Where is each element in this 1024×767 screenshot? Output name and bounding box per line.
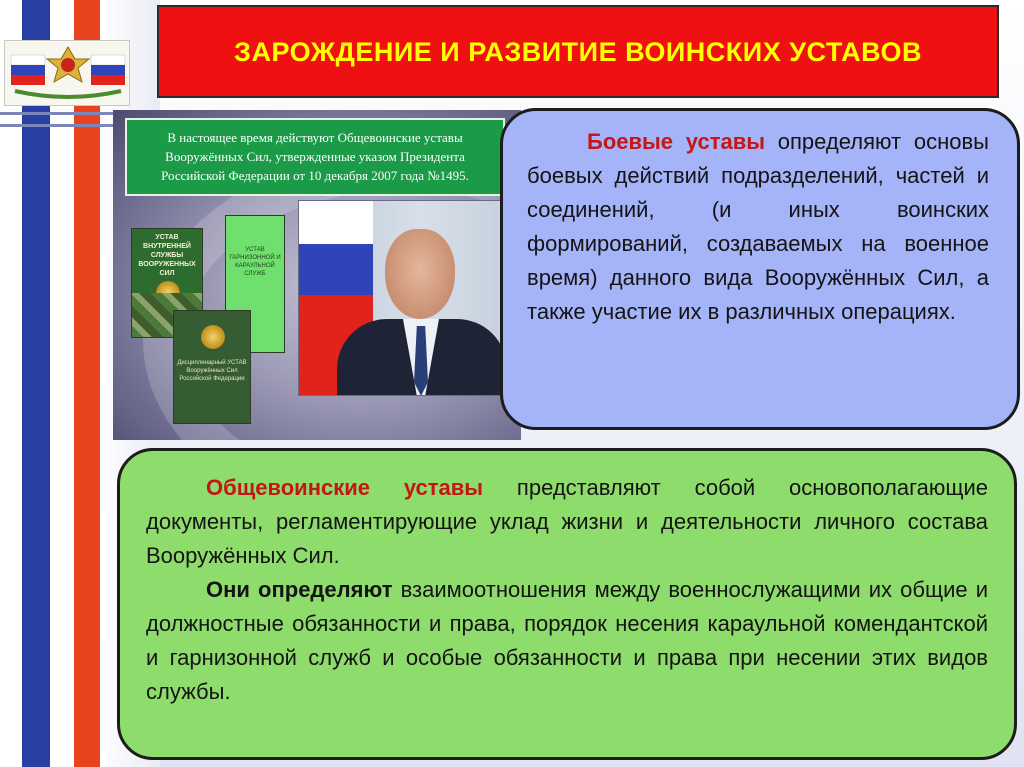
decree-banner: В настоящее время действуют Общевоинские уставы Вооружённых Сил, утвержденные указом Президента Российской Федерации от 10 декабря 2007 года №1495. [125,118,505,196]
white-stripe [0,0,22,767]
book-title: УСТАВ ГАРНИЗОННОЙ И КАРАУЛЬНОЙ СЛУЖБ [229,247,281,277]
general-regulations-box [117,448,1017,760]
red-stripe [74,0,100,767]
combat-regulations-box [500,108,1020,430]
general-regulations-definition: представляют собой основополагающие документы, регламентирующие уклад жизни и деятельности личного состава Вооружённых Сил. [146,475,988,568]
page-title: ЗАРОЖДЕНИЕ И РАЗВИТИЕ ВОИНСКИХ УСТАВОВ [234,36,922,67]
head [385,229,455,319]
blue-stripe [22,0,50,767]
combat-regulations-definition: определяют основы боевых действий подразделений, частей и соединений, (и иных воинских формирований, создаваемых на военное время) данного вида Вооружённых Сил, а также участие их в различных операциях. [527,129,989,324]
general-regulations-term: Общевоинские уставы [206,475,484,500]
eagle-emblem-icon [201,325,225,349]
white-stripe [50,0,74,767]
relations-definition: взаимоотношения между военнослужащими их общие и должностные обязанности и права, порядок несения караульной комендантской и гарнизонной служб и особые обязанности и права при несении этих видов службы. [146,577,988,704]
general-regulations-text [146,471,988,573]
book-disciplinary [173,310,251,424]
combat-regulations-term: Боевые уставы [587,129,766,154]
relations-text [146,573,988,709]
title-banner [157,5,999,98]
combat-regulations-text [527,125,989,329]
relations-term: Они определяют [206,577,393,602]
portrait-photo [298,200,503,396]
book-title: УСТАВ ВНУТРЕННЕЙ СЛУЖБЫ ВООРУЖЕННЫХ СИЛ [138,234,196,277]
russian-armed-forces-emblem-icon [4,40,130,106]
photo-collage [113,110,521,440]
book-title: Дисциплинарный УСТАВ Вооружённых Сил Российской Федерации [177,360,247,382]
